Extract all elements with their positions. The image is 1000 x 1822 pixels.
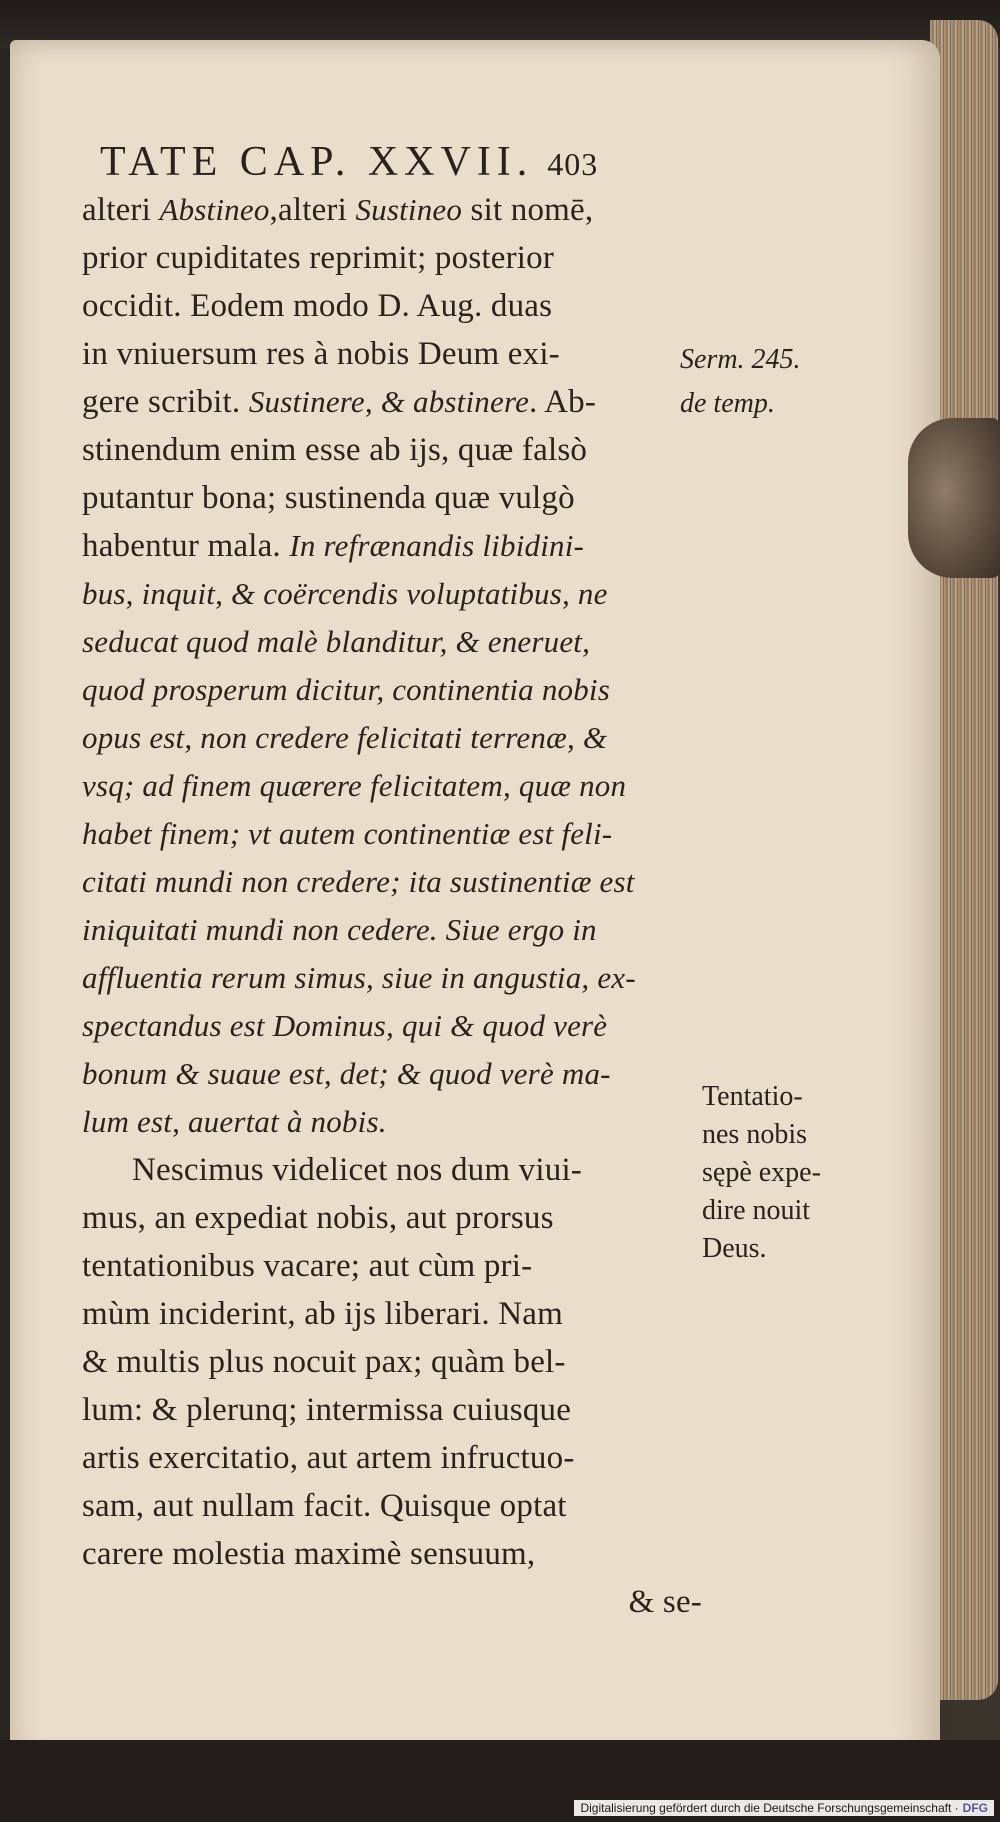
text-line	[82, 282, 702, 330]
text-segment: alteri	[82, 192, 160, 228]
text-line	[82, 522, 702, 570]
text-line	[82, 1146, 702, 1194]
text-segment: tentationibus vacare; aut cùm pri-	[82, 1248, 533, 1284]
italic-text-segment: Sustinere, & abstinere	[248, 384, 530, 419]
text-line	[82, 1434, 702, 1482]
text-line	[82, 1386, 702, 1434]
italic-text-segment: bonum & suaue est, det; & quod verè ma-	[82, 1056, 611, 1091]
text-segment: stinendum enim esse ab ijs, quæ falsò	[82, 432, 588, 468]
italic-text-segment: affluentia rerum simus, siue in angustia, ex-	[82, 960, 636, 995]
text-segment: & multis plus nocuit pax; quàm bel-	[82, 1344, 566, 1380]
text-line	[82, 906, 702, 954]
text-segment: . Ab-	[529, 384, 597, 420]
marginal-note-line: Deus.	[702, 1233, 767, 1264]
digitization-credit	[574, 1800, 994, 1816]
italic-text-segment: In refrænandis libidini-	[289, 528, 585, 563]
text-line	[82, 618, 702, 666]
text-line	[82, 1290, 702, 1338]
text-line	[82, 186, 702, 234]
text-segment: artis exercitatio, aut artem infructuo-	[82, 1440, 575, 1476]
text-line	[82, 1578, 702, 1626]
marginal-note-line: de temp.	[680, 388, 775, 419]
book-page-edges	[930, 20, 998, 1700]
text-line	[82, 954, 702, 1002]
italic-text-segment: lum est, auertat à nobis.	[82, 1104, 387, 1139]
text-line	[82, 426, 702, 474]
text-segment: gere scribit.	[82, 384, 249, 420]
text-segment: mus, an expediat nobis, aut prorsus	[82, 1200, 554, 1236]
text-line	[82, 1002, 702, 1050]
book-clasp	[908, 418, 1000, 578]
text-segment: mùm inciderint, ab ijs liberari. Nam	[82, 1296, 563, 1332]
italic-text-segment: quod prosperum dicitur, continentia nobis	[82, 672, 611, 707]
italic-text-segment: Sustineo	[355, 192, 463, 227]
text-segment: Nescimus videlicet nos dum viui-	[132, 1152, 582, 1188]
text-segment: habentur mala.	[82, 528, 290, 564]
text-segment: lum: & plerunq; intermissa cuiusque	[82, 1392, 572, 1428]
italic-text-segment: vsq; ad finem quærere felicitatem, quæ non	[82, 768, 627, 803]
marginal-note-line: Serm. 245.	[680, 344, 801, 375]
text-line	[82, 1194, 702, 1242]
text-segment: in vniuersum res à nobis Deum exi-	[82, 336, 560, 372]
text-segment: & se-	[628, 1584, 702, 1620]
text-segment: occidit. Eodem modo D. Aug. duas	[82, 288, 553, 324]
running-head-title: TATE CAP. XXVII.	[100, 139, 534, 185]
text-line	[82, 858, 702, 906]
text-segment: prior cupiditates reprimit; posterior	[82, 240, 555, 276]
page-number: 403	[547, 146, 599, 182]
digitization-credit-text: Digitalisierung gefördert durch die Deutsche Forschungsgemeinschaft ·	[580, 1801, 959, 1815]
text-line	[82, 378, 702, 426]
marginal-note-line: dire nouit	[702, 1195, 811, 1226]
text-segment: ,alteri	[269, 192, 356, 228]
italic-text-segment: iniquitati mundi non cedere. Siue ergo in	[82, 912, 597, 947]
text-segment: carere molestia maximè sensuum,	[82, 1536, 536, 1572]
marginal-note-line: Tentatio-	[702, 1081, 803, 1112]
text-line	[82, 1482, 702, 1530]
text-line	[82, 1338, 702, 1386]
italic-text-segment: citati mundi non credere; ita sustinentiæ est	[82, 864, 635, 899]
dfg-logo: DFG	[962, 1801, 988, 1815]
text-line	[82, 762, 702, 810]
text-line	[82, 474, 702, 522]
italic-text-segment: habet finem; vt autem continentiæ est feli-	[82, 816, 613, 851]
text-line	[82, 234, 702, 282]
text-line	[82, 570, 702, 618]
running-head	[100, 138, 598, 186]
text-line	[82, 1242, 702, 1290]
text-line	[82, 1530, 702, 1578]
marginal-note-tentationes	[702, 1078, 821, 1268]
italic-text-segment: bus, inquit, & coërcendis voluptatibus, ne	[82, 576, 608, 611]
text-line	[82, 1098, 702, 1146]
text-line	[82, 330, 702, 378]
text-line	[82, 666, 702, 714]
text-segment: sam, aut nullam facit. Quisque optat	[82, 1488, 567, 1524]
body-text	[82, 186, 702, 1626]
italic-text-segment: seducat quod malè blanditur, & eneruet,	[82, 624, 591, 659]
marginal-note-line: sępè expe-	[702, 1157, 821, 1188]
text-line	[82, 810, 702, 858]
italic-text-segment: spectandus est Dominus, qui & quod verè	[82, 1008, 608, 1043]
text-segment: putantur bona; sustinenda quæ vulgò	[82, 480, 575, 516]
text-segment: sit nomē,	[462, 192, 594, 228]
marginal-note-line: nes nobis	[702, 1119, 807, 1150]
text-line	[82, 714, 702, 762]
italic-text-segment: opus est, non credere felicitati terrenæ, &	[82, 720, 608, 755]
italic-text-segment: Abstineo	[159, 192, 270, 227]
text-line	[82, 1050, 702, 1098]
marginal-note-sermon	[680, 338, 801, 426]
